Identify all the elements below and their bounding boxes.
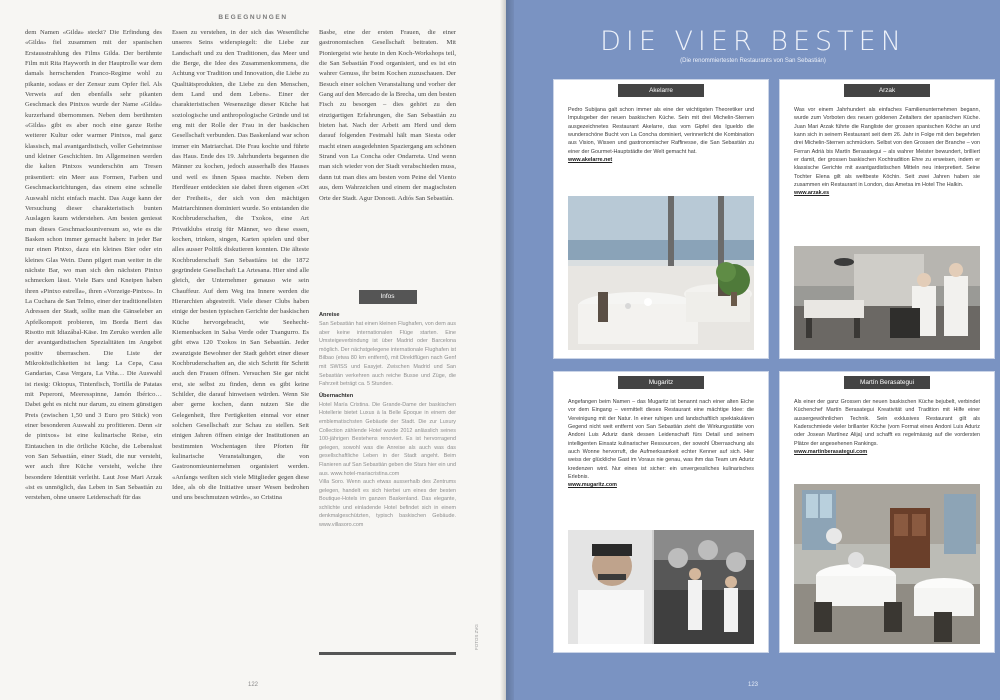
restaurant-photo-akelarre xyxy=(568,196,754,350)
info-box xyxy=(319,290,456,530)
dining-room-photo xyxy=(568,196,754,350)
restaurant-link[interactable]: www.mugaritz.com xyxy=(568,482,617,489)
info-heading-anreise: Anreise xyxy=(319,312,340,318)
restaurant-text: Pedro Subijana galt schon immer als eine der wichtigsten Theoretiker und Impulsgeber der neuen baskischen Küche. Sein mit drei Michelin-Sternen ausgezeichnetes Restaurant Akelarre, das vom Gipfel des Igueldo die wunderschöne Bucht von La Concha dominiert, verinnerlicht die Kombination aus Vision, Wissen und gastronomischer Raffinesse, die San Sebastián zu einer der Gourmet-Hauptstädte der Welt gemacht hat. xyxy=(568,107,754,155)
info-text-uebernachten: Hotel María Cristina. Die Grande-Dame der baskischen Hotellerie bietet Luxus à la Belle Époque in einem der emblematischsten Gebäude der Stadt. Die zur Luxury Collection zählende Hotel wurde 2012 anlässlich seines 100-jährigen Bestehens renoviert. Es ist hervorragend gelegen, sowohl was die Anreise als auch was das gesellschaftliche Leben in der Stadt angeht. Beim Flanieren auf San Sebastián geben die Stars hier ein und aus. www.hotel-mariacristina.com Villa Soro. Wenn auch etwas ausserhalb des Zentrums gelegen, handelt es sich hierbei um eines der besten Boutique-Hotels im ganzen Baskenland. Das elegante, schlichte und einladende Hotel befindet sich in einem denkmalgeschützten, typisch baskischen Gebäude. www.villasoro.com xyxy=(319,401,456,529)
restaurant-text: Angefangen beim Namen – das Mugaritz ist benannt nach einer alten Eiche vor dem Eingang – vermittelt dieses Restaurant eine mächtige Idee: die Vereinigung mit der Natur. In einer ruhigen und landschaftlich spektakulären Gegend nicht weit entfernt von San Sebastián zieht die Wirkungsstätte von Andoni Luis Aduriz dank dessen Leidenschaft fürs Detail und seinem intelligenten Einsatz kulinarischer Ressourcen, der sowohl Überraschung als auch Wonne hervorruft, die Aufmerksamkeit echter Kenner auf sich. Hier weiss der glückliche Gast im Voraus nie genau, was ihm das Team um Aduriz kredenzen wird. Nur eines ist sicher: ein unvergessliches kulinarisches Erlebnis. xyxy=(568,399,754,481)
info-text-anreise: San Sebastián hat einen kleinen Flughafen, von dem aus aber keine internationalen Flüge starten. Eine Umsteigeverbindung ist über Madrid oder Barcelona möglich. Der nächstgelegene internationale Flughafen ist Bilbao (etwa 80 km entfernt), mit Direktflügen nach Genf mit SWISS und Easyjet. Zwischen Madrid und San Sebastián verkehren auch reiche Busse und Züge, die Fahrzeit beträgt ca. 5 Stunden. xyxy=(319,321,456,388)
right-page xyxy=(506,0,1000,700)
restaurant-text: Als einer der ganz Grossen der neuen baskischen Küche bejubelt, verbindet Küchenchef Martín Berasategui Kreativität und Tradition mit Hilfe einer aussergewöhnlichen Technik. Sein exklusives Restaurant gilt als Kaderschmiede vieler brillanter Köche (vom Format eines Andoni Luis Aduriz oder Josean Martínez Alija) und schafft es regelmässig auf die vordersten Plätze der angesehenen Rankings. xyxy=(794,399,980,447)
page-title: DIE VIER BESTEN xyxy=(600,26,906,57)
restaurant-link[interactable]: www.akelarre.net xyxy=(568,157,613,164)
page-subtitle: (Die renommiertesten Restaurants von San Sebastián) xyxy=(680,58,826,64)
restaurant-description xyxy=(794,398,980,456)
restaurant-photo-arzak xyxy=(794,246,980,350)
page-number-right: 123 xyxy=(747,682,758,688)
article-text: dem Namen «Gilda» steckt? Die Erfindung des «Gilda» fiel zusammen mit der spanischen Erstausstrahlung des Films Gilda. Der berühmte Film mit Rita Hayworth in der Hauptrolle war dem damals herrschenden Franco-Regime wohl zu pikante, sodass er der Zensur zum Opfer fiel. Als Verweis auf den ebenfalls sehr pikanten Geschmack des Pintxos wurde der Name «Gilda» kurzerhand übernommen. Neben dem berühmten «Gilda» gibt es aber noch eine ganze Reihe weiterer Kultur oder warmer Pintxos, mal ganz klassisch, mal avantgardistisch, voller Geheimnisse und kleiner Geschichten. Im Allgemeinen werden die kalten Pintxos wunderschön am Tresen präsentiert: ein Meer aus Formen, Farben und Geschmacksrichtungen, das einem eine schnelle Auswahl nicht einfach macht. Das Auge kann der Versuchung dieser charakteristisch bunten Auslagen kaum widerstehen. Am besten geniesst man dieses Geschmacksuniversum so, wie es die Basken schon immer gemacht haben: in jeder Bar nur einen Pintxo, dazu ein kleines Bier oder ein kleines Glas Wein. Dann pilgert man weiter in die nächste Bar, wo man sich den nächsten Pintxo schmecken lässt. Viele Bars und Kneipen haben ihren «Pintxo estrella», ihren «Vorzeige-Pintxo». In La Cuchara de San Telmo, einer der traditionellsten Adressen der Stadt, sollte man die Gänseleber an Apfelkompott probieren, im Borda Berri das Risotto mit Idiazábal-Käse. Im Zeruko werden alle der avantgardistischen Spezialitäten im Angebot positiv überraschen. Die Liste der Mikroköstlichkeiten ist lang: La Cepa, Casa Gandarias, Casa Vergara, La Viña… Die Auswahl ist riesig: Oktopus, Tintenfisch, Tortilla de Patatas mit Peperoni, Meeresspinne, Jamón Ibérico… Dabei geht es nicht nur darum, zu einem günstigen Preis (zwischen 1,50 und 3 Euro pro Stück) von einer besonderen Auswahl zu profitieren. Denn «ir de pintxos» ist eine kulinarische Reise, ein Eintauchen in die örtliche Küche, die Lebenslust von San Sebastián, einer Stadt, die nur versteht, wer auch ihre Küche versteht, welche ihre besondere Identität verleiht. Laut Jose Mari Arzak «ist es unmöglich, das Leben in San Sebastián zu verstehen, ohne unsere Leidenschaft für das xyxy=(25,29,162,502)
restaurant-description xyxy=(794,106,980,198)
info-heading-uebernachten: Übernachten xyxy=(319,392,354,399)
restaurant-link[interactable]: www.martinberasategui.com xyxy=(794,449,868,456)
photo-credit: FOTOS ZVG xyxy=(474,624,479,650)
restaurant-card-akelarre xyxy=(554,80,768,358)
restaurant-card-arzak xyxy=(780,80,994,358)
restaurant-text: Was vor einem Jahrhundert als einfaches Familienunternehmen begann, wurde zum Vorboten des neuen goldenen Zeitalters der spanischen Küche. Juan Mari Arzak führte die Rangliste der grossen spanischen Köche an und kann sich in seinem Restaurant seit dem 26. Jahr in Folge mit den begehrten drei Michelin-Sternen schmücken. Selbst von den Grossen der Branche – von Ferran Adrià bis Martín Berasategui – als wahrer Meister bewundert, brilliert er damit, der grossen baskischen Kochtradition Ehre zu erweisen, indem er klassische Gerichte mit avantgardistischen Mitteln neu interpretiert. Seine Tochter Elena gilt als weltbeste Köchin. Seit zwei Jahren haben sie zusammen ein Restaurant in London, das Ametsa im Hotel The Halkin. xyxy=(794,107,980,189)
dining-room-photo xyxy=(794,484,980,644)
restaurant-name: Arzak xyxy=(844,84,930,97)
article-column-1 xyxy=(25,28,162,664)
chef-kitchen-photo xyxy=(568,530,754,644)
restaurant-name: Akelarre xyxy=(618,84,704,97)
book-spine-shadow xyxy=(500,0,514,700)
restaurant-name: Mugaritz xyxy=(618,376,704,389)
article-column-2 xyxy=(172,28,309,664)
page-number-left: 122 xyxy=(247,682,258,688)
restaurant-card-mugaritz xyxy=(554,372,768,652)
article-text: Basbe, eine der ersten Frauen, die einer gastronomischen Gesellschaft beitraten. Mit Pioniergeist wie heute in den Koch-Workshops teil, die San Sebastián Food organisiert, und es ist ein wahrer Genuss, ihr beim Kochen zuzuschauen. Der Besuch einer solchen Veranstaltung und vorher der Gang auf den Mercado de la Brecha, um den besten Fisch zu besorgen – dies gehört zu den einzigartigen Erfahrungen, die San Sebastián zu bieten hat. Nach der Arbeit am Herd und dem darauf folgenden Festmahl hält man Siesta oder macht einen ausgedehnten Spaziergang am schönen Strand von La Concha oder Ondarreta. Und wenn man sich wieder von der Stadt verabschieden muss, dann tut man dies am besten vom Peine del Viento aus, dem Wahrzeichen und einem der magischsten Orte der Stadt. Agur Donosti. Adiós San Sebastián. xyxy=(319,29,456,202)
restaurant-photo-mugaritz xyxy=(568,530,754,644)
article-column-3 xyxy=(319,28,456,268)
restaurant-link[interactable]: www.arzak.es xyxy=(794,190,830,197)
article-text: Essen zu verstehen, in der sich das Wesentliche unseres Seins widerspiegelt: die Liebe zur Landschaft und zu den Traditionen, das Meer und die Berge, die Idee des Zusammenkommens, die Achtung vor Tradition und Innovation, die Liebe zu Qualitätsprodukten, die Liebe zu den Menschen, dem Land und dem Leben». Einer der charakteristischen Wesenszüge dieser Küche hat soziologische und anthropologische Gründe und ist eng mit der Rolle der Frau in der baskischen Gesellschaft verbunden. Das Baskenland war schon immer ein Matriarchat. Die Frau kochte und führte das Haus. Ende des 19. Jahrhunderts begannen die Männer zu kochen, jedoch ausserhalb des Hauses und weil es ihnen Spass machte. Neben dem Herdfeuer entdeckten sie dabei ihren eigenen «Ort der Freiheit», der sich von den mächtigen Matriarchinnen dominiert wurde. So entstanden die Kochbruderschaften, die Txokos, eine Art Privatklubs einzig für Männer, wo diese essen, kochen, trinken, singen, Karten spielen und über alles ausser Politik diskutieren konnten. Die älteste Kochbruderschaft San Sebastiáns ist die 1872 gegründete Gesellschaft La Artesana. Hier sind alle gleich, der Unternehmer genauso wie sein Chauffeur. Auf dem Weg ins Innere werden die Hierarchien abgestreift. Viele dieser Clubs haben einige der besten typischen Gerichte der baskischen Küche hervorgebracht, wie Seehecht-Kiemenbacken in Salsa Verde oder Txangurro. Es gibt etwa 120 Txokos in San Sebastián. Jeder zwanzigste Bewohner der Stadt gehört einer dieser Kochbruderschaften an, die sich Schritt für Schritt auch den Frauen öffnen. Versuchen Sie gar nicht erst, sie selbst zu finden, denn es gibt keine Schilder, die darauf hinweisen würden. Wenn Sie aber gerne kochen, dann nutzen Sie die Gelegenheit, Ihre Fertigkeiten einmal vor einer solchen Gesellschaft zur Schau zu stellen. Seit einigen Jahren öffnen einige der Institutionen an bestimmten Wochentagen ihre Pforten für kulinarische Veranstaltungen, die von Gastronomieunternehmen organisiert werden. «Anfangs weilten sich viele Mitglieder gegen diese Idee, als ob die Initiative unser Wesen bedrohen und uns beschmutzen würde», so Cristina xyxy=(172,29,309,502)
restaurant-description xyxy=(568,398,754,490)
footer-rule xyxy=(319,652,456,655)
restaurant-name: Martín Berasategui xyxy=(844,376,930,389)
restaurant-description xyxy=(568,106,754,164)
section-header: BEGEGNUNGEN xyxy=(218,14,288,21)
info-tab: Infos xyxy=(359,290,417,304)
restaurant-card-martin-berasategui xyxy=(780,372,994,652)
restaurant-photo-martin-berasategui xyxy=(794,484,980,644)
dining-room-photo xyxy=(794,246,980,350)
